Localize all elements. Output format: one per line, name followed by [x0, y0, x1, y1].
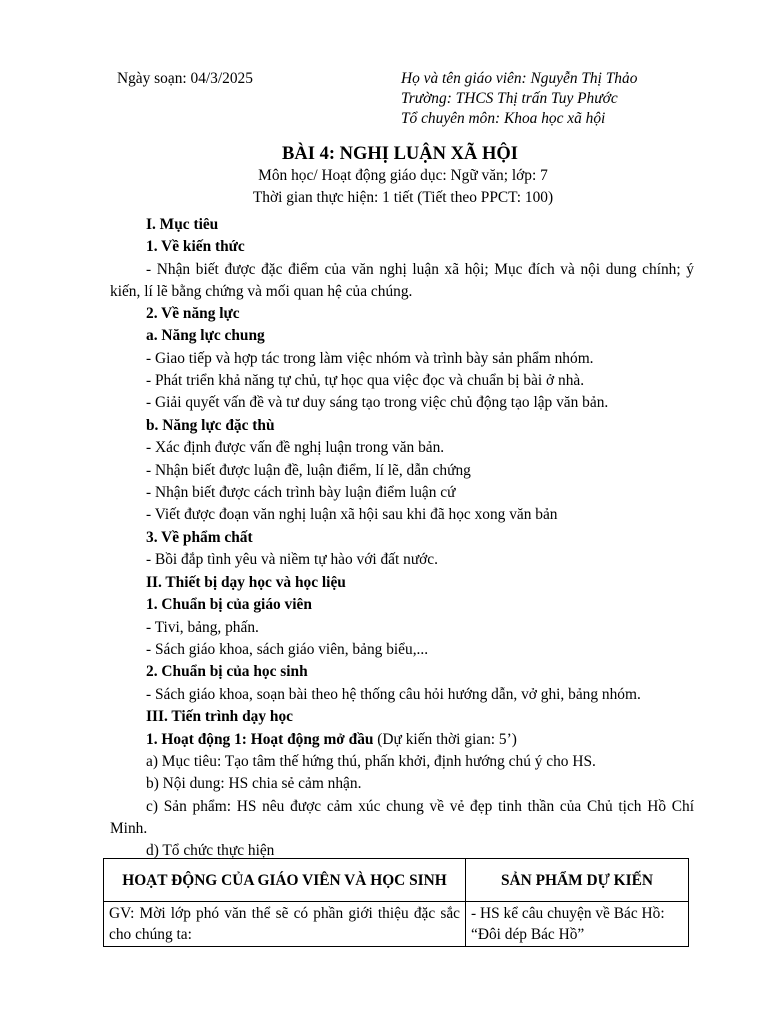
table-header-teacher-student: HOẠT ĐỘNG CỦA GIÁO VIÊN VÀ HỌC SINH: [104, 859, 466, 902]
activity-title: 1. Hoạt động 1: Hoạt động mở đầu: [146, 730, 374, 748]
list-item: - Viết được đoạn văn nghị luận xã hội sau khi đã học xong văn bản: [146, 506, 558, 524]
subsection-heading: 3. Về phẩm chất: [146, 528, 253, 546]
school-name: Trường: THCS Thị trấn Tuy Phước: [401, 90, 618, 107]
subsection-heading: 2. Về năng lực: [146, 304, 240, 322]
list-item: d) Tổ chức thực hiện: [146, 841, 275, 859]
lesson-title: BÀI 4: NGHỊ LUẬN XÃ HỘI: [282, 144, 518, 164]
time-line: Thời gian thực hiện: 1 tiết (Tiết theo PPCT: 100): [252, 189, 554, 206]
list-item: - Phát triển khả năng tự chủ, tự học qua việc đọc và chuẩn bị bài ở nhà.: [146, 372, 585, 390]
lesson-content: [110, 214, 694, 862]
subsection-heading: 1. Chuẩn bị của giáo viên: [146, 596, 312, 614]
list-item: - Nhận biết được cách trình bày luận điểm luận cứ: [146, 484, 456, 502]
subsection-heading: a. Năng lực chung: [146, 327, 265, 345]
table-header-expected-product: SẢN PHẨM DỰ KIẾN: [466, 859, 689, 902]
list-item: - Tivi, bảng, phấn.: [146, 618, 259, 636]
list-item: a) Mục tiêu: Tạo tâm thế hứng thú, phấn khởi, định hướng chú ý cho HS.: [146, 752, 596, 770]
table-header-row: [104, 859, 689, 902]
list-item: - Bồi đắp tình yêu và niềm tự hào với đất nước.: [146, 551, 438, 569]
activity-duration: (Dự kiến thời gian: 5’): [373, 730, 517, 748]
section-heading: III. Tiến trình dạy học: [146, 708, 293, 726]
prep-date: Ngày soạn: 04/3/2025: [117, 70, 253, 87]
subsection-heading: b. Năng lực đặc thù: [146, 416, 275, 434]
subsection-heading: 1. Về kiến thức: [146, 238, 245, 256]
list-item: - Giao tiếp và hợp tác trong làm việc nhóm và trình bày sản phẩm nhóm.: [146, 349, 594, 367]
list-item: - Sách giáo khoa, sách giáo viên, bảng biểu,...: [146, 640, 429, 658]
section-heading: II. Thiết bị dạy học và học liệu: [146, 573, 346, 591]
list-item: - Sách giáo khoa, soạn bài theo hệ thống câu hỏi hướng dẫn, vở ghi, bảng nhóm.: [146, 685, 641, 703]
list-item: - Giải quyết vấn đề và tư duy sáng tạo trong việc chủ động tạo lập văn bản.: [146, 394, 609, 412]
subject-line: Môn học/ Hoạt động giáo dục: Ngữ văn; lớp: 7: [258, 167, 548, 184]
table-row: [104, 902, 689, 947]
paragraph: c) Sản phẩm: HS nêu được cảm xúc chung về vẻ đẹp tinh thần của Chủ tịch Hồ Chí Minh.: [110, 797, 694, 837]
teacher-name: Họ và tên giáo viên: Nguyễn Thị Thảo: [401, 70, 638, 87]
table-cell-product: - HS kể câu chuyện về Bác Hồ: “Đôi dép Bác Hồ”: [466, 902, 689, 947]
table-cell-activity: GV: Mời lớp phó văn thể sẽ có phần giới thiệu đặc sắc cho chúng ta:: [104, 902, 466, 947]
department-name: Tổ chuyên môn: Khoa học xã hội: [401, 110, 606, 127]
list-item: b) Nội dung: HS chia sẻ cảm nhận.: [146, 775, 362, 793]
subsection-heading: 2. Chuẩn bị của học sinh: [146, 663, 308, 681]
activity-heading: [110, 729, 694, 751]
paragraph: - Nhận biết được đặc điểm của văn nghị luận xã hội; Mục đích và nội dung chính; ý kiến, lí lẽ bằng chứng và mối quan hệ của chúng.: [110, 260, 694, 300]
list-item: - Nhận biết được luận đề, luận điểm, lí lẽ, dẫn chứng: [146, 461, 471, 479]
list-item: - Xác định được vấn đề nghị luận trong văn bản.: [146, 439, 445, 457]
activity-table: [103, 858, 689, 947]
section-heading: I. Mục tiêu: [146, 216, 219, 233]
